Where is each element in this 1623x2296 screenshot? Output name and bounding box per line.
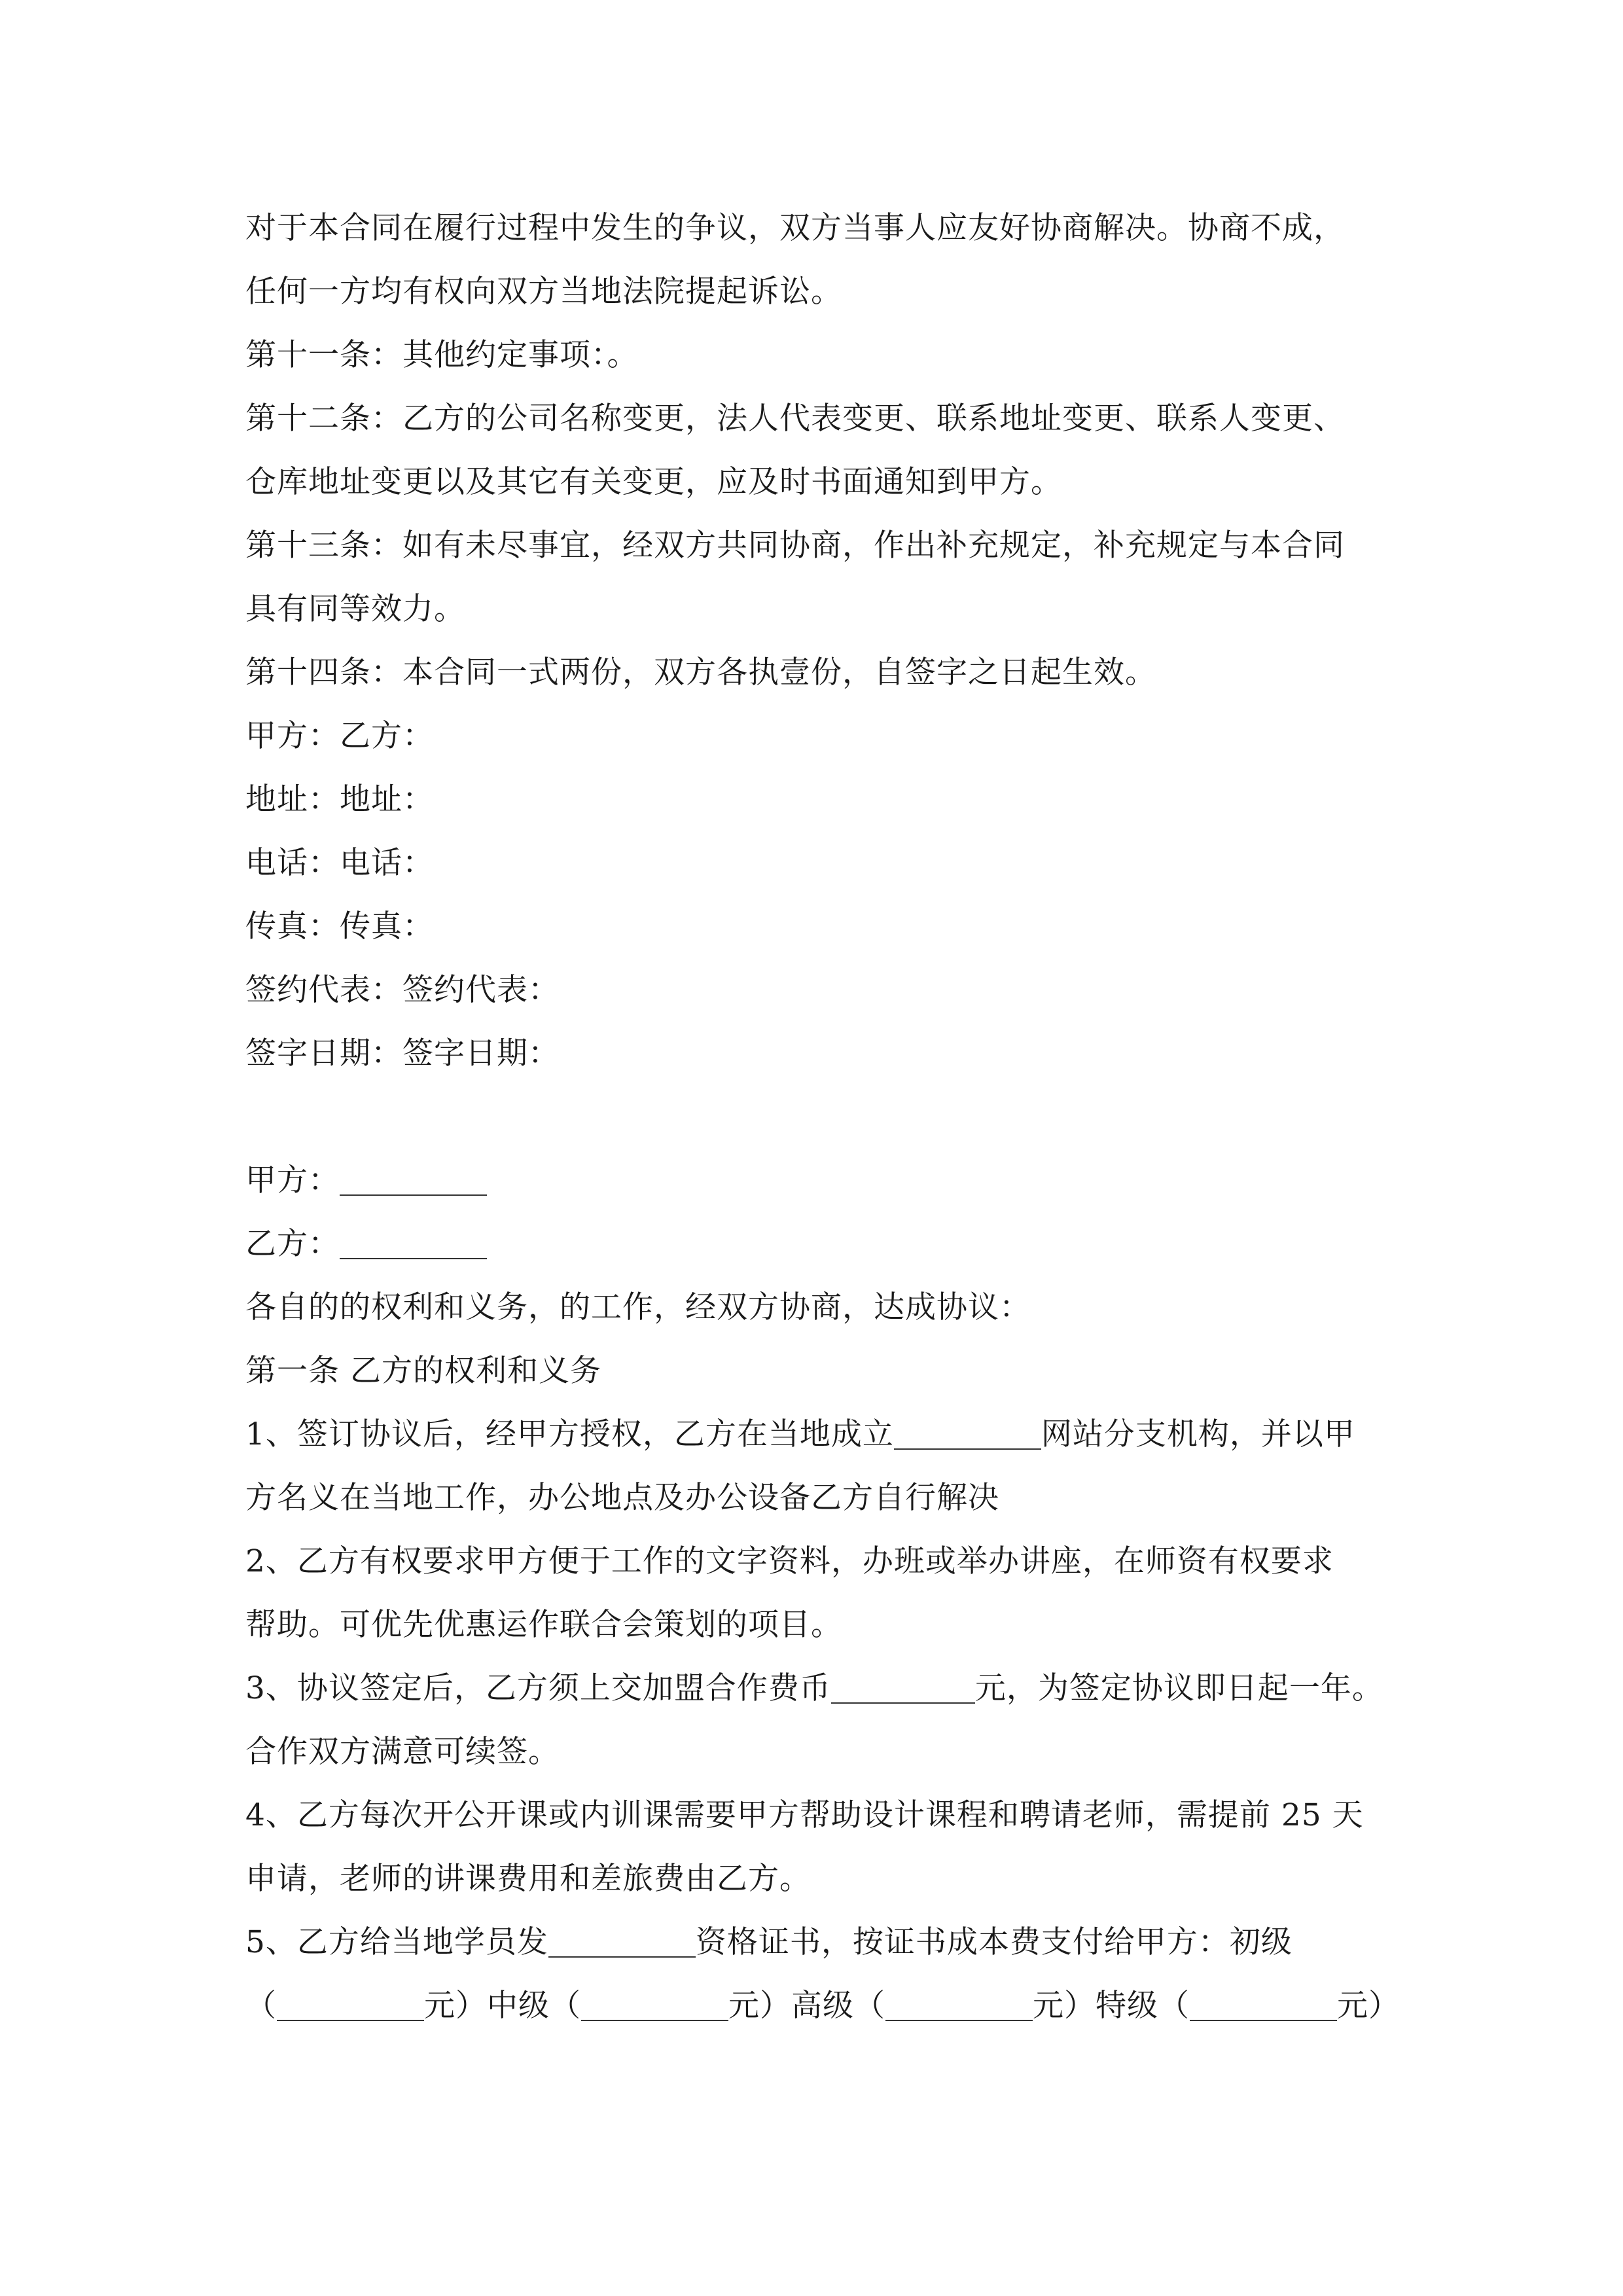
- fee-intermediate-label: 元）高级（: [728, 1988, 885, 2024]
- item-2-line2: 帮助。可优先优惠运作联合会策划的项目。: [245, 1607, 842, 1643]
- signature-representative: 签约代表：签约代表：: [245, 972, 560, 1008]
- article-11: 第十一条：其他约定事项：。: [245, 337, 639, 373]
- item-5-text-a: 5、乙方给当地学员发: [245, 1924, 548, 1960]
- article-14: 第十四条：本合同一式两份，双方各执壹份，自签字之日起生效。: [245, 655, 1156, 691]
- item-1-line1: [245, 1403, 1381, 1466]
- item-1-blank[interactable]: [894, 1414, 1041, 1450]
- party-a-line: [245, 1149, 1381, 1212]
- signature-fax: 传真：传真：: [245, 908, 434, 944]
- fee-special-blank[interactable]: [1190, 1986, 1337, 2021]
- signature-date: 签字日期：签字日期：: [245, 1035, 560, 1071]
- item-5-text-b: 资格证书，按证书成本费支付给甲方：初级: [695, 1924, 1293, 1960]
- fee-open-paren: （: [245, 1988, 277, 2024]
- item-1-text-a: 1、签订协议后，经甲方授权，乙方在当地成立: [245, 1416, 894, 1452]
- item-3-blank[interactable]: [831, 1668, 975, 1704]
- article-1-title: 第一条 乙方的权利和义务: [245, 1353, 601, 1389]
- item-2-line1: 2、乙方有权要求甲方便于工作的文字资料，办班或举办讲座，在师资有权要求: [245, 1543, 1334, 1579]
- party-b-blank[interactable]: [340, 1224, 487, 1259]
- item-5-line1: [245, 1910, 1381, 1974]
- item-3-text-b: 元，为签定协议即日起一年。: [974, 1670, 1383, 1706]
- item-5-line2: [245, 1974, 1400, 2037]
- fee-junior-label: 元）中级（: [424, 1988, 581, 2024]
- fee-junior-blank[interactable]: [277, 1986, 424, 2021]
- item-3-line1: [245, 1657, 1381, 1720]
- paragraph-dispute-line1: 对于本合同在履行过程中发生的争议，双方当事人应友好协商解决。协商不成，: [245, 210, 1345, 246]
- party-a-label: 甲方：: [245, 1162, 340, 1198]
- item-4-line1: 4、乙方每次开公开课或内训课需要甲方帮助设计课程和聘请老师，需提前 25 天: [245, 1797, 1364, 1833]
- fee-intermediate-blank[interactable]: [581, 1986, 728, 2021]
- party-b-line: [245, 1212, 1381, 1276]
- item-3-line2: 合作双方满意可续签。: [245, 1734, 560, 1770]
- article-12-line2: 仓库地址变更以及其它有关变更，应及时书面通知到甲方。: [245, 464, 1062, 500]
- fee-senior-blank[interactable]: [885, 1986, 1033, 2021]
- signature-party: 甲方：乙方：: [245, 718, 434, 754]
- item-1-text-b: 网站分支机构，并以甲: [1041, 1416, 1355, 1452]
- paragraph-dispute-line2: 任何一方均有权向双方当地法院提起诉讼。: [245, 274, 842, 310]
- article-13-line1: 第十三条：如有未尽事宜，经双方共同协商，作出补充规定，补充规定与本合同: [245, 528, 1345, 564]
- fee-senior-label: 元）特级（: [1033, 1988, 1190, 2024]
- agreement-intro: 各自的的权利和义务，的工作，经双方协商，达成协议：: [245, 1289, 1031, 1325]
- article-12-line1: 第十二条：乙方的公司名称变更，法人代表变更、联系地址变更、联系人变更、: [245, 401, 1345, 437]
- article-13-line2: 具有同等效力。: [245, 591, 465, 627]
- fee-special-label: 元）: [1337, 1988, 1400, 2024]
- section-gap: [245, 1085, 1381, 1149]
- item-3-text-a: 3、协议签定后，乙方须上交加盟合作费币: [245, 1670, 831, 1706]
- party-b-label: 乙方：: [245, 1226, 340, 1262]
- signature-address: 地址：地址：: [245, 781, 434, 817]
- document-page: [245, 196, 1400, 2037]
- item-1-line2: 方名义在当地工作，办公地点及办公设备乙方自行解决: [245, 1480, 999, 1516]
- party-a-blank[interactable]: [340, 1160, 487, 1196]
- signature-phone: 电话：电话：: [245, 845, 434, 881]
- item-4-line2: 申请，老师的讲课费用和差旅费由乙方。: [245, 1861, 811, 1897]
- item-5-blank[interactable]: [548, 1922, 696, 1958]
